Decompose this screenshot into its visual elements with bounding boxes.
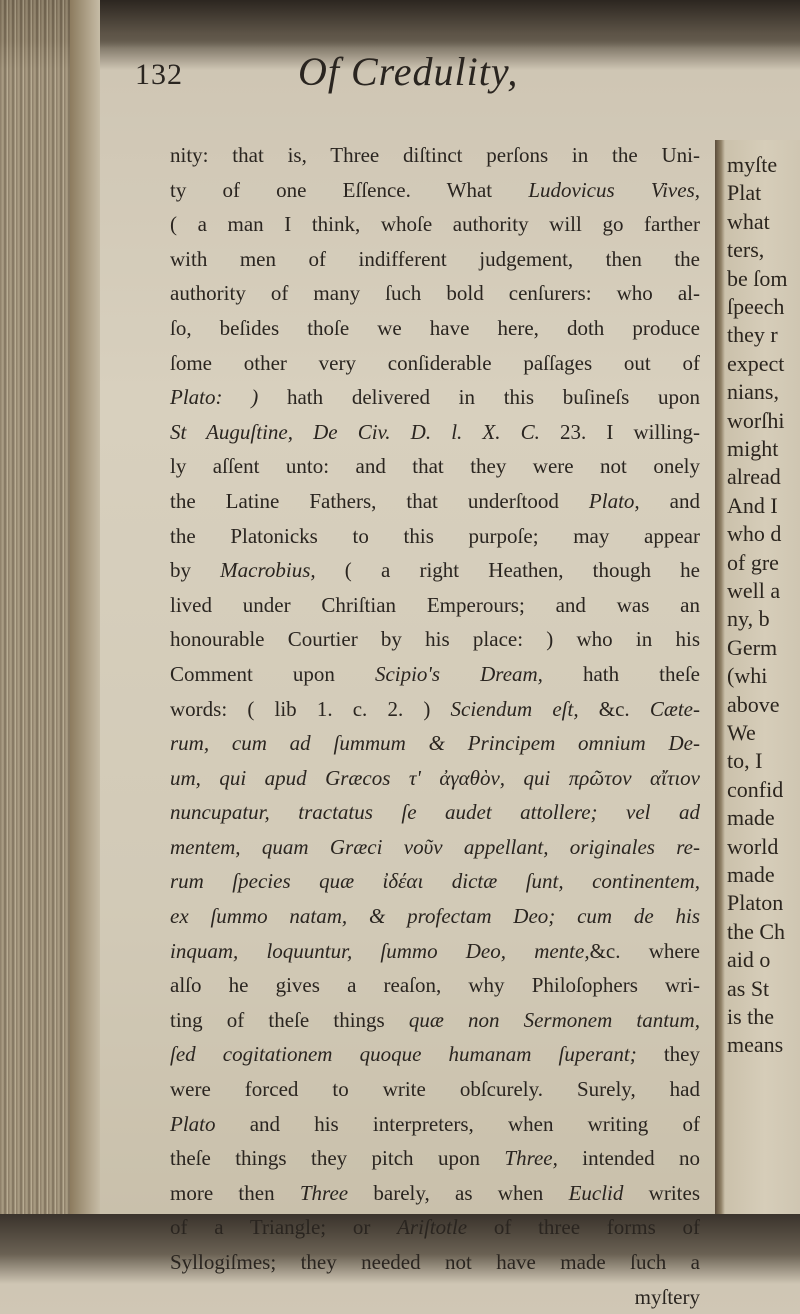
roman-text: words: ( lib 1. c. 2. ) [170,696,451,721]
facing-page-line: as St [727,975,770,1001]
facing-page-line: who d [727,521,782,547]
italic-text: mentem, quam Græci νοῦν appellant, originales re- [170,834,700,859]
italic-text: Ariſtotle [397,1215,468,1240]
roman-text: myſtery [634,1284,700,1309]
text-line [170,1245,700,1280]
roman-text: more then [170,1180,300,1205]
roman-text: with men of indifferent judgement, then the [170,246,700,271]
italic-text: Macrobius, [220,558,316,583]
roman-text: theſe things they pitch upon [170,1146,505,1171]
facing-page-line: they r [727,322,778,348]
italic-text: Scipio's Dream, [374,661,543,686]
text-line [170,830,700,865]
italic-text: quæ non Sermonem tantum, [408,1007,700,1032]
facing-page-line: (whi [727,663,768,689]
facing-page-line: expect [727,350,785,376]
italic-text: rum, cum ad ſummum & Principem omnium De- [170,731,700,756]
facing-page-line: of gre [727,549,779,575]
roman-text: of a Triangle; or [170,1215,398,1240]
facing-page-line: And I [727,492,778,518]
roman-text: ting of theſe things [170,1007,409,1032]
italic-text: Plato, [588,488,640,513]
italic-text: Cæte- [649,696,700,721]
roman-text: alſo he gives a reaſon, why Philoſophers wri- [170,973,700,998]
text-line [170,1210,700,1245]
text-line [170,1176,700,1211]
roman-text: honourable Courtier by his place: ) who in his [170,627,700,652]
facing-page-line: made [727,805,775,831]
roman-text: &c. [578,696,650,721]
text-line [170,484,700,519]
italic-text: Ludovicus Vives, [528,177,700,202]
text-line [170,276,700,311]
facing-page-line: world [727,833,779,859]
italic-text: um, qui apud Græcos τ' ἀγαθὸν, qui πρῶτον αἴτιον [170,765,700,790]
italic-text: ſed cogitationem quoque humanam ſuperant; [170,1042,637,1067]
body-text [170,138,700,1314]
dark-background [0,0,800,48]
italic-text: inquam, loquuntur, ſummo Deo, mente, [170,938,590,963]
roman-text: barely, as when [348,1180,569,1205]
text-line [170,207,700,242]
text-line [170,934,700,969]
text-line [170,795,700,830]
italic-text: St Auguſtine, De Civ. D. l. X. C. [170,419,540,444]
facing-page-line: alread [727,464,781,490]
roman-text: ſome other very conſiderable paſſages out of [170,350,700,375]
text-line [170,449,700,484]
page-gutter [70,0,100,1214]
roman-text: ( a man I think, whoſe authority will go farther [170,212,700,237]
roman-text: hath theſe [542,661,700,686]
text-line [170,761,700,796]
roman-text: Comment upon [170,661,375,686]
italic-text: Euclid [568,1180,624,1205]
facing-page-line: nians, [727,379,779,405]
italic-text: Plato [170,1111,216,1136]
roman-text: and [639,488,700,513]
roman-text: Syllogiſmes; they needed not have made ſuch a [170,1250,700,1274]
italic-text: ex ſummo natam, & profectam Deo; cum de his [170,904,700,929]
facing-page-line: ters, [727,237,765,263]
roman-text: 23. I willing- [539,419,700,444]
facing-page-line: is the [727,1004,775,1029]
facing-page-line: be ſom [727,265,788,291]
facing-page [715,140,800,1214]
text-line [170,553,700,588]
facing-page-line: above [727,691,780,717]
text-line [170,415,700,450]
roman-text: lived under Chriſtian Emperours; and was an [170,592,700,617]
text-line [170,864,700,899]
roman-text: by [170,558,221,583]
text-line [170,138,700,173]
text-line [170,622,700,657]
roman-text: the Latine Fathers, that underſtood [170,488,589,513]
roman-text: authority of many ſuch bold cenſurers: who al- [170,281,700,306]
roman-text: intended no [557,1146,701,1171]
text-line [170,380,700,415]
roman-text: were forced to write obſcurely. Surely, had [170,1077,700,1102]
facing-page-line: ny, b [727,606,770,632]
page-edges [0,0,70,1214]
roman-text: of three forms of [467,1215,701,1240]
roman-text: they [636,1042,701,1067]
text-line [170,1107,700,1142]
facing-page-line: might [727,436,779,461]
facing-page-line: Platon [727,890,784,916]
text-line [170,1072,700,1107]
text-line [170,968,700,1003]
roman-text: and his interpreters, when writing of [215,1111,700,1136]
roman-text: ſo, beſides thoſe we have here, doth produce [170,315,700,340]
text-line [170,1141,700,1176]
roman-text: ly aſſent unto: and that they were not onely [170,454,700,479]
italic-text: Three, [504,1146,558,1171]
roman-text: ( a right Heathen, though he [315,558,701,583]
text-line [170,692,700,727]
italic-text: rum ſpecies quæ ἰδέαι dictæ ſunt, continentem, [170,869,700,894]
text-line [170,346,700,381]
facing-page-line: confid [727,776,784,802]
italic-text: nuncupatur, tractatus ſe audet attollere; vel ad [170,800,700,825]
facing-page-line: to, I [727,748,763,774]
facing-page-line: made [727,862,775,887]
facing-page-line: worſhi [727,407,785,433]
italic-text: Three [299,1180,349,1205]
facing-page-line: Germ [727,634,778,660]
roman-text: hath delivered in this buſineſs upon [258,385,701,410]
text-line [170,242,700,277]
facing-page-line: means [727,1032,784,1058]
running-title: Of Credulity, [298,49,519,94]
text-line [170,899,700,934]
facing-page-line: Plat [727,180,762,206]
text-line [170,1037,700,1072]
facing-page-line: well a [727,578,781,603]
italic-text: Sciendum eſt, [450,696,579,721]
text-line [170,588,700,623]
roman-text: writes [623,1180,700,1205]
italic-text: Plato: ) [170,385,259,410]
roman-text: nity: that is, Three diſtinct perſons in the Uni- [170,143,700,167]
roman-text: the Platonicks to this purpoſe; may appear [170,523,700,548]
text-line [170,311,700,346]
roman-text: ty of one Eſſence. What [170,177,529,202]
text-line [170,1280,700,1314]
text-line [170,1003,700,1038]
facing-page-line: ſpeech [727,294,785,319]
facing-page-line: myſte [727,152,778,177]
facing-page-line: aid o [727,947,771,973]
text-line [170,726,700,761]
facing-page-line: the Ch [727,918,786,944]
facing-page-line: what [727,208,770,234]
text-line [170,657,700,692]
page-number: 132 [135,58,183,91]
facing-page-line: We [727,720,756,745]
roman-text: &c. where [589,938,700,963]
text-line [170,173,700,208]
text-line [170,519,700,554]
